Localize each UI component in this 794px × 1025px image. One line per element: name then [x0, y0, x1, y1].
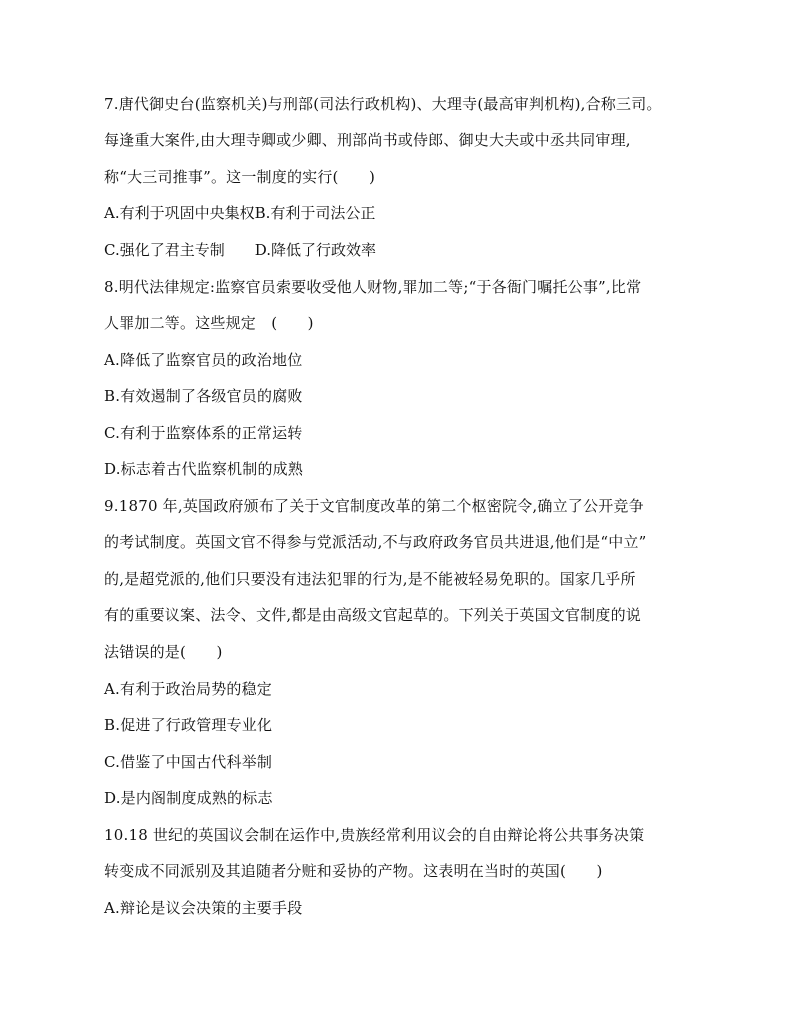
question-7-options-row-2 [104, 240, 376, 260]
question-7-option-c: C.强化了君主专制 [104, 241, 225, 259]
question-8-option-a: A.降低了监察官员的政治地位 [104, 351, 303, 369]
question-9-stem-line-5: 法错误的是( ) [104, 643, 223, 661]
question-9-stem-line-1: 9.1870 年,英国政府颁布了关于文官制度改革的第二个枢密院令,确立了公开竞争 [104, 497, 644, 515]
question-9-option-c: C.借鉴了中国古代科举制 [104, 753, 273, 771]
question-10-stem-line-1: 10.18 世纪的英国议会制在运作中,贵族经常利用议会的自由辩论将公共事务决策 [104, 826, 645, 844]
question-7-stem-line-2: 每逢重大案件,由大理寺卿或少卿、刑部尚书或侍郎、御史大夫或中丞共同审理, [104, 131, 631, 149]
question-9-option-d: D.是内阁制度成熟的标志 [104, 789, 273, 807]
question-7-options-row-1 [104, 203, 375, 223]
question-9-option-b: B.促进了行政管理专业化 [104, 716, 273, 734]
question-9-stem-line-3: 的,是超党派的,他们只要没有违法犯罪的行为,是不能被轻易免职的。国家几乎所 [104, 570, 636, 588]
question-10-stem-line-2: 转变成不同派别及其追随者分赃和妥协的产物。这表明在当时的英国( ) [104, 862, 603, 880]
question-8-option-b: B.有效遏制了各级官员的腐败 [104, 387, 303, 405]
question-9-stem-line-2: 的考试制度。英国文官不得参与党派活动,不与政府政务官员共进退,他们是“中立” [104, 533, 647, 551]
question-7-stem-line-3: 称“大三司推事”。这一制度的实行( ) [104, 168, 376, 186]
question-9-option-a: A.有利于政治局势的稳定 [104, 680, 273, 698]
question-8-option-c: C.有利于监察体系的正常运转 [104, 424, 303, 442]
question-7-option-d: D.降低了行政效率 [254, 241, 376, 259]
question-7-option-a: A.有利于巩固中央集权 [104, 204, 255, 222]
question-7-option-b: B.有利于司法公正 [254, 204, 376, 222]
question-9-stem-line-4: 有的重要议案、法令、文件,都是由高级文官起草的。下列关于英国文官制度的说 [104, 606, 641, 624]
question-7-stem-line-1: 7.唐代御史台(监察机关)与刑部(司法行政机构)、大理寺(最高审判机构),合称三司。 [104, 95, 662, 113]
question-10-option-a: A.辩论是议会决策的主要手段 [104, 899, 303, 917]
question-8-stem-line-2: 人罪加二等。这些规定 ( ) [104, 314, 314, 332]
question-8-stem-line-1: 8.明代法律规定:监察官员索要收受他人财物,罪加二等;“于各衙门嘱托公事”,比常 [104, 278, 642, 296]
question-8-option-d: D.标志着古代监察机制的成熟 [104, 460, 304, 478]
